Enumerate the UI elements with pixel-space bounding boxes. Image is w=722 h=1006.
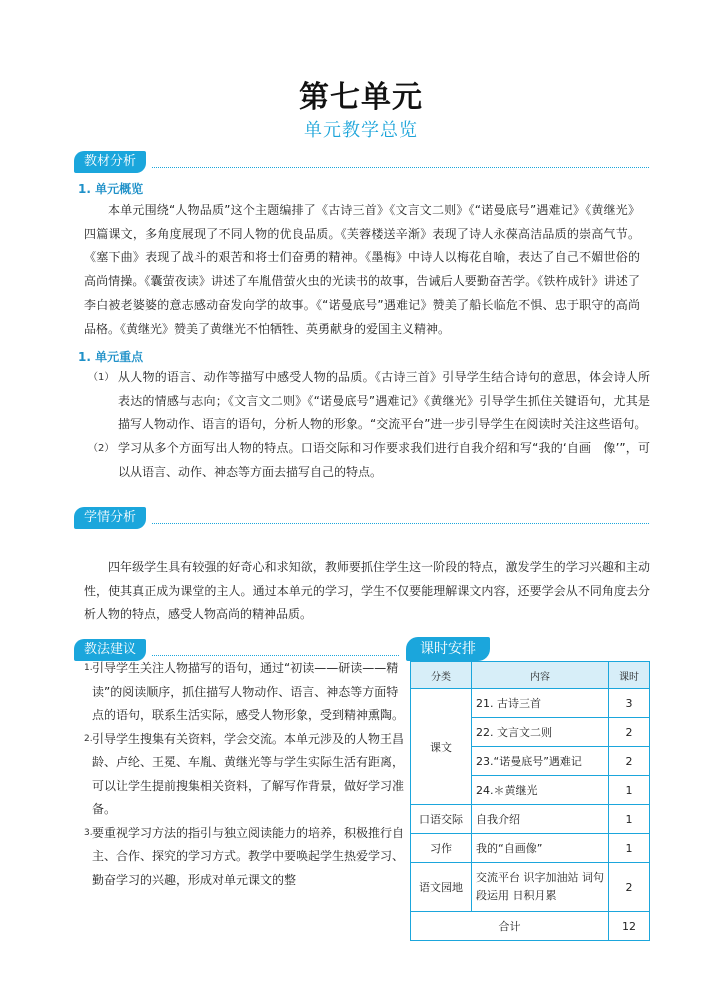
table-cell-hours: 1 (609, 776, 650, 805)
table-cell-content: 24.＊黄继光 (472, 776, 609, 805)
overview-paragraph: 本单元围绕“人物品质”这个主题编排了《古诗三首》《文言文二则》《“诺曼底号”遇难记》《黄继光》四篇课文，多角度展现了不同人物的优良品质。《芙蓉楼送辛渐》表现了诗人永葆高洁品质的崇高气节。《塞下曲》表现了战斗的艰苦和将士们奋勇的精神。《墨梅》中诗人以梅花自喻，表达了自己不媚世俗的高尚情操。《囊萤夜读》讲述了车胤借萤火虫的光读书的故事，告诫后人要勤奋苦学。《铁杵成针》讲述了李白被老婆婆的意志感动奋发向学的故事。《“诺曼底号”遇难记》赞美了船长临危不惧、忠于职守的高尚品格。《黄继光》赞美了黄继光不怕牺牲、英勇献身的爱国主义精神。 (84, 203, 640, 336)
table-row (411, 834, 650, 863)
focus-heading: 1. 单元重点 (78, 350, 144, 364)
table-cell-category: 语文园地 (411, 863, 472, 912)
table-row (411, 689, 650, 718)
table-cell-content: 23.“诺曼底号”遇难记 (472, 747, 609, 776)
focus-item-number: （2） (88, 443, 115, 455)
table-cell-category: 口语交际 (411, 805, 472, 834)
focus-item (88, 366, 650, 437)
method-item (84, 728, 404, 822)
focus-list (88, 366, 650, 485)
method-item-text: 引导学生搜集有关资料，学会交流。本单元涉及的人物王昌龄、卢纶、王冕、车胤、黄继光等与学生实际生活有距离，可以让学生提前搜集相关资料，了解写作背景，做好学习准备。 (92, 731, 405, 816)
dotted-divider (152, 655, 399, 656)
table-total-row (411, 912, 650, 941)
dotted-divider (152, 523, 649, 524)
table-cell-category: 习作 (411, 834, 472, 863)
table-cell-hours: 2 (609, 718, 650, 747)
table-cell-hours: 1 (609, 834, 650, 863)
section-analysis-header (74, 151, 649, 173)
overview-heading: 1. 单元概览 (78, 182, 144, 196)
dotted-divider (152, 167, 649, 168)
method-item (84, 657, 404, 728)
table-header-hours: 课时 (609, 662, 650, 689)
table-row (411, 805, 650, 834)
table-header-category: 分类 (411, 662, 472, 689)
table-header-row (411, 662, 650, 689)
table-total-hours: 12 (609, 912, 650, 941)
table-cell-hours: 2 (609, 747, 650, 776)
section-tag-analysis: 教材分析 (74, 151, 146, 173)
method-item-text: 引导学生关注人物描写的语句，通过“初读——研读——精读”的阅读顺序，抓住描写人物动作、语言、神态等方面特点的语句，联系生活实际，感受人物形象，受到精神熏陶。 (92, 661, 405, 722)
section-tag-schedule: 课时安排 (406, 637, 490, 661)
method-item-text: 要重视学习方法的指引与独立阅读能力的培养，积极推行自主、合作、探究的学习方式。教学中要唤起学生热爱学习、勤奋学习的兴趣，形成对单元课文的整 (92, 825, 405, 887)
table-cell-hours: 2 (609, 863, 650, 912)
focus-item-text: 从人物的语言、动作等描写中感受人物的品质。《古诗三首》引导学生结合诗句的意思，体会诗人所表达的情感与志向；《文言文二则》《“诺曼底号”遇难记》《黄继光》引导学生抓住关键语句，尤其是描写人物动作、语言的语句，分析人物的形象。“交流平台”进一步引导学生在阅读时关注这些语句。 (118, 370, 650, 432)
table-total-label: 合计 (411, 912, 609, 941)
method-item-number: 3. (84, 827, 93, 838)
table-cell-content: 22. 文言文二则 (472, 718, 609, 747)
method-item-number: 2. (84, 733, 93, 744)
section-tag-student: 学情分析 (74, 507, 146, 529)
focus-item-text: 学习从多个方面写出人物的特点。口语交际和习作要求我们进行自我介绍和写“我的‘自画 像’”，可以从语言、动作、神态等方面去描写自己的特点。 (118, 441, 650, 479)
section-student-header (74, 507, 649, 529)
table-cell-content: 交流平台 识字加油站 词句段运用 日积月累 (472, 863, 609, 912)
table-header-content: 内容 (472, 662, 609, 689)
table-cell-hours: 1 (609, 805, 650, 834)
page-title: 第七单元 (299, 80, 423, 115)
section-tag-method: 教法建议 (74, 639, 146, 661)
table-cell-category: 课文 (411, 689, 472, 805)
table-cell-hours: 3 (609, 689, 650, 718)
method-item-number: 1. (84, 663, 93, 673)
table-cell-content: 21. 古诗三首 (472, 689, 609, 718)
table-row (411, 863, 650, 912)
table-cell-content: 自我介绍 (472, 805, 609, 834)
page-subtitle: 单元教学总览 (304, 120, 418, 141)
method-list (84, 657, 404, 892)
focus-item (88, 437, 650, 484)
focus-item-number: （1） (88, 372, 115, 383)
method-item (84, 822, 404, 893)
schedule-table (410, 661, 650, 941)
table-cell-content: 我的“自画像” (472, 834, 609, 863)
student-paragraph: 四年级学生具有较强的好奇心和求知欲，教师要抓住学生这一阶段的特点，激发学生的学习兴趣和主动性，使其真正成为课堂的主人。通过本单元的学习，学生不仅要能理解课文内容，还要学会从不同角度去分析人物的特点，感受人物高尚的精神品质。 (84, 560, 650, 622)
